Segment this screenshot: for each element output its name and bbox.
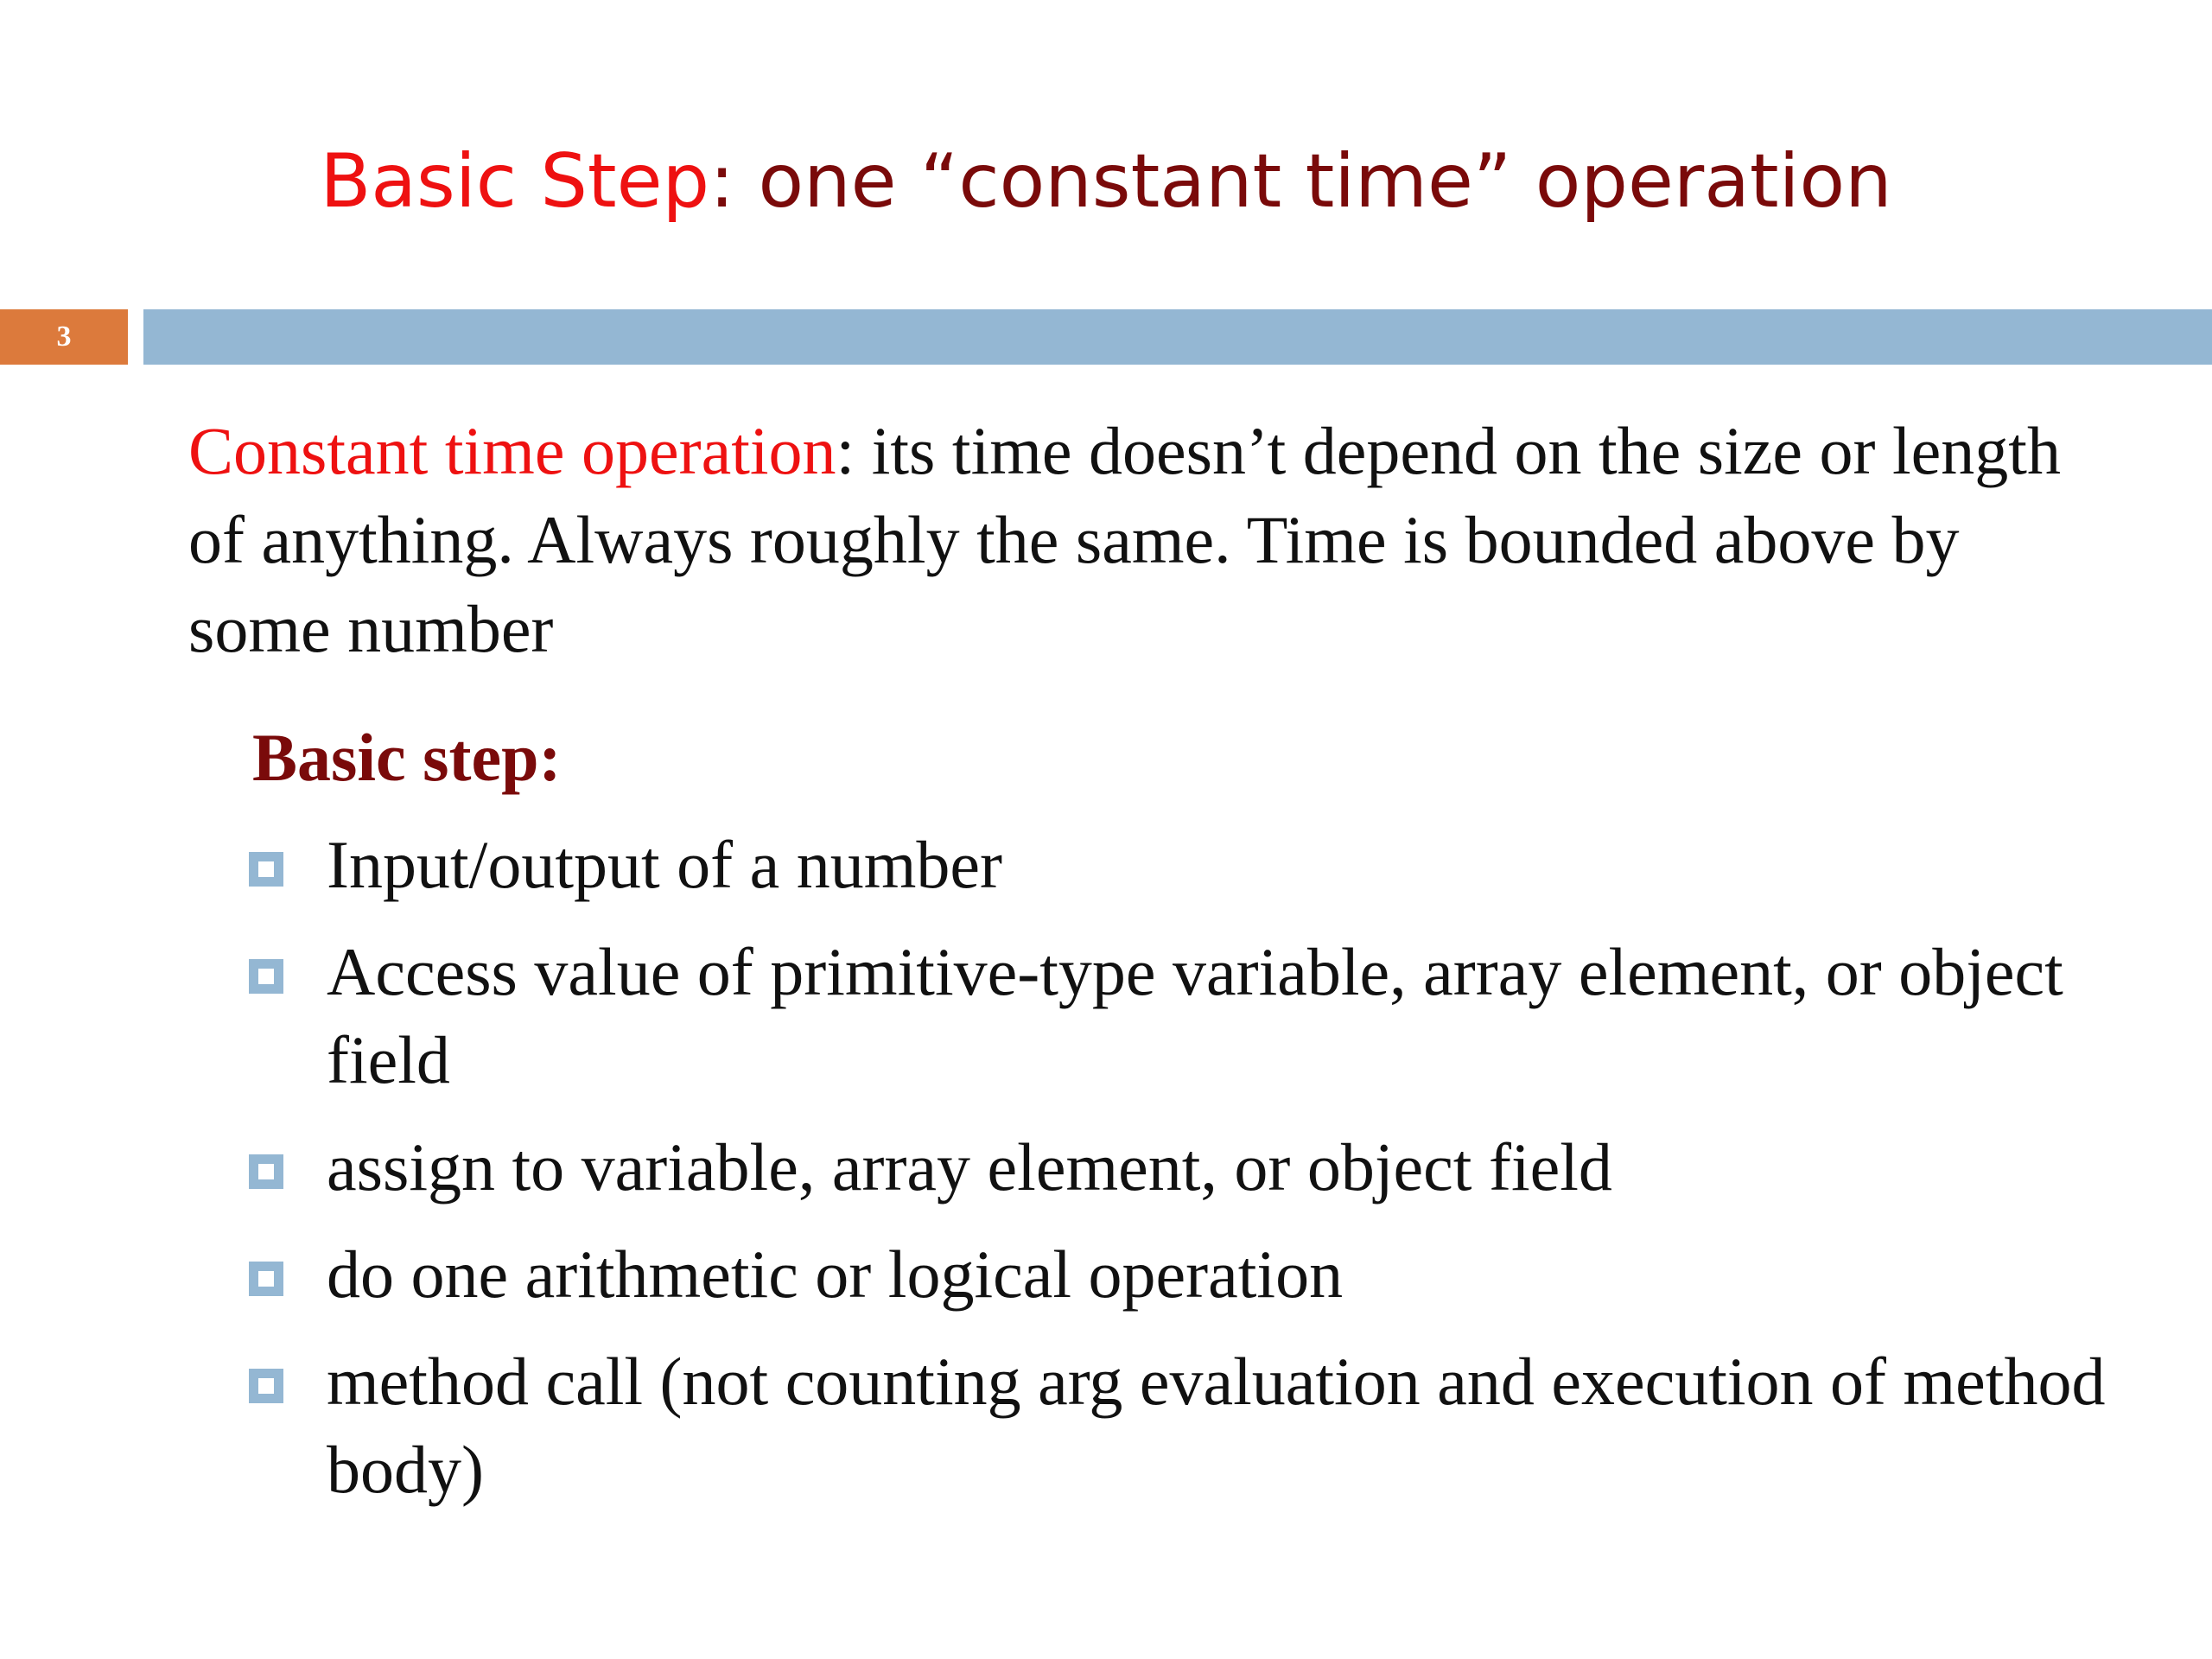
intro-text: : its time doesn’t depend on the size or length of anything. Always roughly the same. Time is bounded above by some number xyxy=(188,413,2061,666)
bullet-text: assign to variable, array element, or object field xyxy=(327,1129,1612,1205)
subheading: Basic step: xyxy=(252,720,562,795)
bullet-item xyxy=(242,928,2143,1104)
bullet-text: Input/output of a number xyxy=(327,827,1003,902)
bullet-list xyxy=(242,821,2143,1533)
square-bullet-icon xyxy=(249,1154,283,1189)
slide-number-box xyxy=(0,309,128,365)
bullet-item xyxy=(242,1338,2143,1514)
title-rest: : one “constant time” operation xyxy=(709,138,1892,225)
title-accent: Basic Step xyxy=(320,138,710,225)
square-bullet-icon xyxy=(249,852,283,887)
bullet-item xyxy=(242,1230,2143,1319)
slide-title xyxy=(0,130,2212,233)
intro-term: Constant time operation xyxy=(188,413,836,488)
slide-number: 3 xyxy=(56,321,72,353)
header-bar xyxy=(143,309,2212,365)
bullet-text: do one arithmetic or logical operation xyxy=(327,1236,1344,1312)
bullet-text: Access value of primitive-type variable, array element, or object field xyxy=(327,934,2063,1097)
bullet-item xyxy=(242,821,2143,909)
bullet-text: method call (not counting arg evaluation and execution of method body) xyxy=(327,1344,2106,1507)
intro-paragraph xyxy=(188,406,2089,673)
square-bullet-icon xyxy=(249,1369,283,1403)
square-bullet-icon xyxy=(249,959,283,994)
square-bullet-icon xyxy=(249,1262,283,1296)
bullet-item xyxy=(242,1123,2143,1211)
